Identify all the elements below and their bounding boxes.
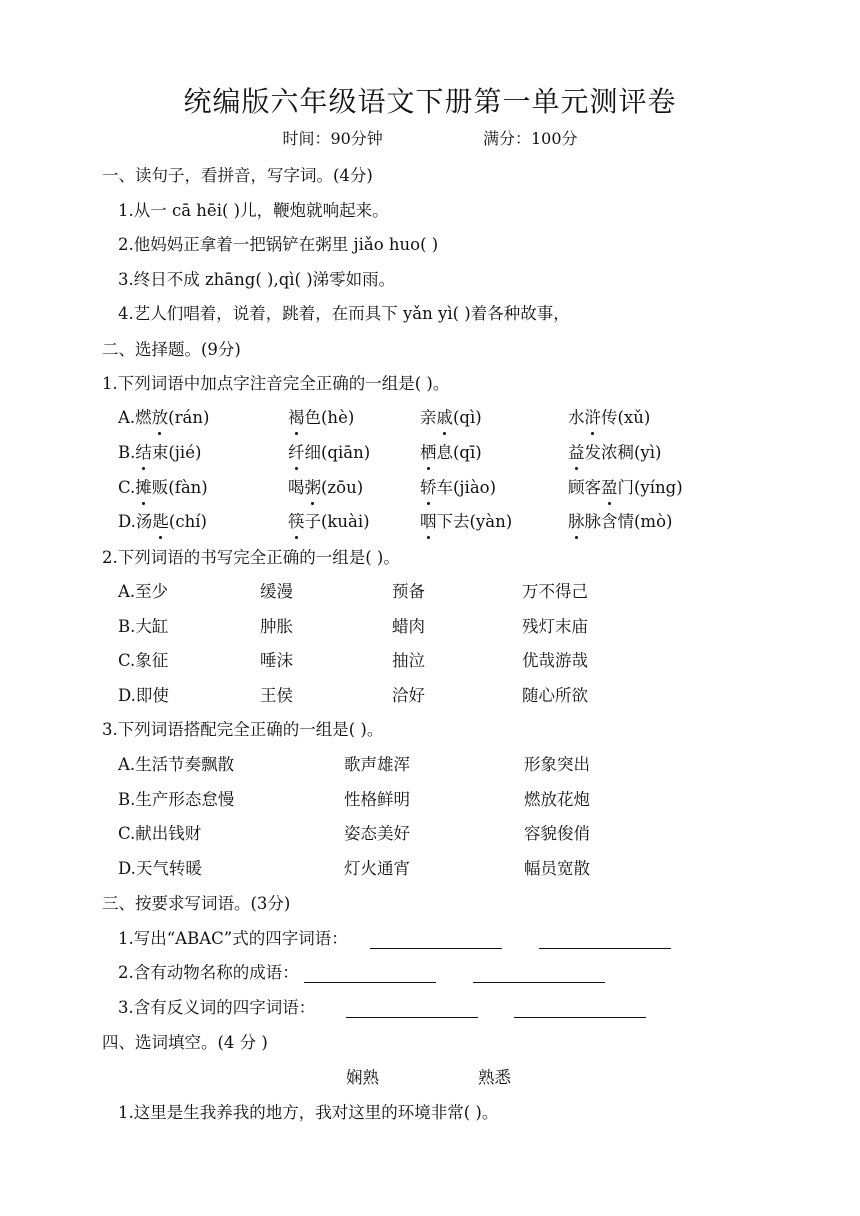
option-text: 传(xǔ) xyxy=(601,408,651,427)
option-item: 形象突出 xyxy=(524,755,590,774)
dotted-character: 结 xyxy=(135,439,152,463)
section3-question-1-text: 1.写出“ABAC”式的四字词语： xyxy=(118,929,348,948)
option-item xyxy=(118,404,209,428)
answer-blank[interactable] xyxy=(539,930,671,949)
section3-heading: 三、按要求写词语。(3分) xyxy=(102,894,291,913)
option-text: 息(qī) xyxy=(436,443,482,462)
option-item: 王侯 xyxy=(260,686,293,705)
dotted-character: 脉 xyxy=(568,508,585,532)
dotted-character: 戚 xyxy=(437,404,454,428)
option-item xyxy=(568,439,661,463)
dotted-character: 筷 xyxy=(288,508,305,532)
option-text: (zōu) xyxy=(321,478,364,497)
option-text: 贩(fàn) xyxy=(151,478,208,497)
option-item: 歌声雄浑 xyxy=(344,755,410,774)
answer-blank[interactable] xyxy=(304,964,436,983)
option-item: 性格鲜明 xyxy=(344,790,410,809)
option-text: (chí) xyxy=(168,512,207,531)
option-text: B. xyxy=(118,443,136,462)
option-text: 亲 xyxy=(420,408,437,427)
answer-blank[interactable] xyxy=(370,930,502,949)
option-item: B.生产形态怠慢 xyxy=(118,790,235,809)
option-item xyxy=(420,404,482,428)
option-text: D.汤 xyxy=(118,512,153,531)
page-title: 统编版六年级语文下册第一单元测评卷 xyxy=(183,85,677,118)
section3-question-3 xyxy=(118,994,646,1018)
option-item xyxy=(288,508,370,532)
exam-score: 满分：100分 xyxy=(483,129,578,148)
option-item: B.大缸 xyxy=(118,617,169,636)
option-text: (qì) xyxy=(453,408,482,427)
option-item xyxy=(568,508,672,532)
option-item: 姿态美好 xyxy=(344,824,410,843)
option-item: C.献出钱财 xyxy=(118,824,202,843)
dotted-character: 盈 xyxy=(601,474,618,498)
option-item xyxy=(288,439,370,463)
dotted-character: 浒 xyxy=(585,404,602,428)
option-item: A.生活节奏飘散 xyxy=(118,755,235,774)
option-item xyxy=(288,404,354,428)
option-text: 色(hè) xyxy=(304,408,355,427)
section1-question-1: 1.从一 cā hēi( )儿，鞭炮就响起来。 xyxy=(118,201,389,220)
section3-question-1 xyxy=(118,925,671,949)
option-item: 缓漫 xyxy=(260,582,293,601)
dotted-character: 粥 xyxy=(305,474,322,498)
option-item xyxy=(118,474,208,498)
option-item xyxy=(118,508,207,532)
option-item: 洽好 xyxy=(392,686,425,705)
option-item: 幅员宽散 xyxy=(524,859,590,878)
section3-question-2-text: 2.含有动物名称的成语： xyxy=(118,963,299,982)
section3-question-2 xyxy=(118,959,605,983)
option-item: D.即使 xyxy=(118,686,169,705)
section1-question-4: 4.艺人们唱着，说着，跳着，在而具下 yǎn yì( )着各种故事， xyxy=(118,304,570,323)
option-text: 水 xyxy=(568,408,585,427)
answer-blank[interactable] xyxy=(473,964,605,983)
section4-heading: 四、选词填空。(4 分 ) xyxy=(102,1033,268,1052)
dotted-character: 轿 xyxy=(420,474,437,498)
option-text: A.燃 xyxy=(118,408,152,427)
option-item: 唾沫 xyxy=(260,651,293,670)
option-text: 子(kuài) xyxy=(304,512,370,531)
option-text: 发浓稠(yì) xyxy=(584,443,662,462)
dotted-character: 栖 xyxy=(420,439,437,463)
option-item: 肿胀 xyxy=(260,617,293,636)
option-text: 脉含情(mò) xyxy=(584,512,673,531)
option-item: A.至少 xyxy=(118,582,169,601)
section4-question-1: 1.这里是生我养我的地方，我对这里的环境非常( )。 xyxy=(118,1103,499,1122)
option-text: 细(qiān) xyxy=(304,443,371,462)
option-item: 残灯末庙 xyxy=(522,617,588,636)
option-item xyxy=(568,404,650,428)
option-item xyxy=(420,474,496,498)
option-item: 万不得己 xyxy=(522,582,588,601)
option-text: (rán) xyxy=(168,408,210,427)
word-choice-1: 娴熟 xyxy=(346,1068,379,1087)
dotted-character: 摊 xyxy=(135,474,152,498)
option-item: 抽泣 xyxy=(392,651,425,670)
dotted-character: 褐 xyxy=(288,404,305,428)
dotted-character: 咽 xyxy=(420,508,437,532)
option-text: 顾客 xyxy=(568,478,601,497)
section2-question-3-stem: 3.下列词语搭配完全正确的一组是( )。 xyxy=(102,720,384,739)
option-text: 门(yíng) xyxy=(617,478,683,497)
word-choice-2: 熟悉 xyxy=(478,1068,511,1087)
answer-blank[interactable] xyxy=(346,999,478,1018)
section2-question-1-stem: 1.下列词语中加点字注音完全正确的一组是( )。 xyxy=(102,374,450,393)
section2-heading: 二、选择题。(9分) xyxy=(102,340,241,359)
option-item xyxy=(420,439,482,463)
option-text: 束(jié) xyxy=(151,443,202,462)
exam-time: 时间：90分钟 xyxy=(282,129,383,148)
exam-meta xyxy=(0,126,860,149)
section1-heading: 一、读句子，看拼音，写字词。(4分) xyxy=(102,166,373,185)
option-item xyxy=(118,439,201,463)
answer-blank[interactable] xyxy=(514,999,646,1018)
section1-question-3: 3.终日不成 zhāng( ),qì( )涕零如雨。 xyxy=(118,270,396,289)
option-item: 预备 xyxy=(392,582,425,601)
option-item xyxy=(568,474,683,498)
section3-question-3-text: 3.含有反义词的四字词语： xyxy=(118,998,316,1017)
option-item xyxy=(420,508,512,532)
option-item: 优哉游哉 xyxy=(522,651,588,670)
option-text: C. xyxy=(118,478,136,497)
option-item: D.天气转暖 xyxy=(118,859,202,878)
option-item: C.象征 xyxy=(118,651,169,670)
option-text: 车(jiào) xyxy=(436,478,497,497)
option-item: 灯火通宵 xyxy=(344,859,410,878)
option-item: 燃放花炮 xyxy=(524,790,590,809)
option-item: 蜡肉 xyxy=(392,617,425,636)
option-text: 下去(yàn) xyxy=(436,512,513,531)
option-text: 喝 xyxy=(288,478,305,497)
section2-question-2-stem: 2.下列词语的书写完全正确的一组是( )。 xyxy=(102,548,400,567)
option-item xyxy=(288,474,363,498)
dotted-character: 纤 xyxy=(288,439,305,463)
dotted-character: 益 xyxy=(568,439,585,463)
option-item: 随心所欲 xyxy=(522,686,588,705)
dotted-character: 匙 xyxy=(152,508,169,532)
option-item: 容貌俊俏 xyxy=(524,824,590,843)
section1-question-2: 2.他妈妈正拿着一把锅铲在粥里 jiǎo huo( ) xyxy=(118,235,439,254)
dotted-character: 放 xyxy=(152,404,169,428)
